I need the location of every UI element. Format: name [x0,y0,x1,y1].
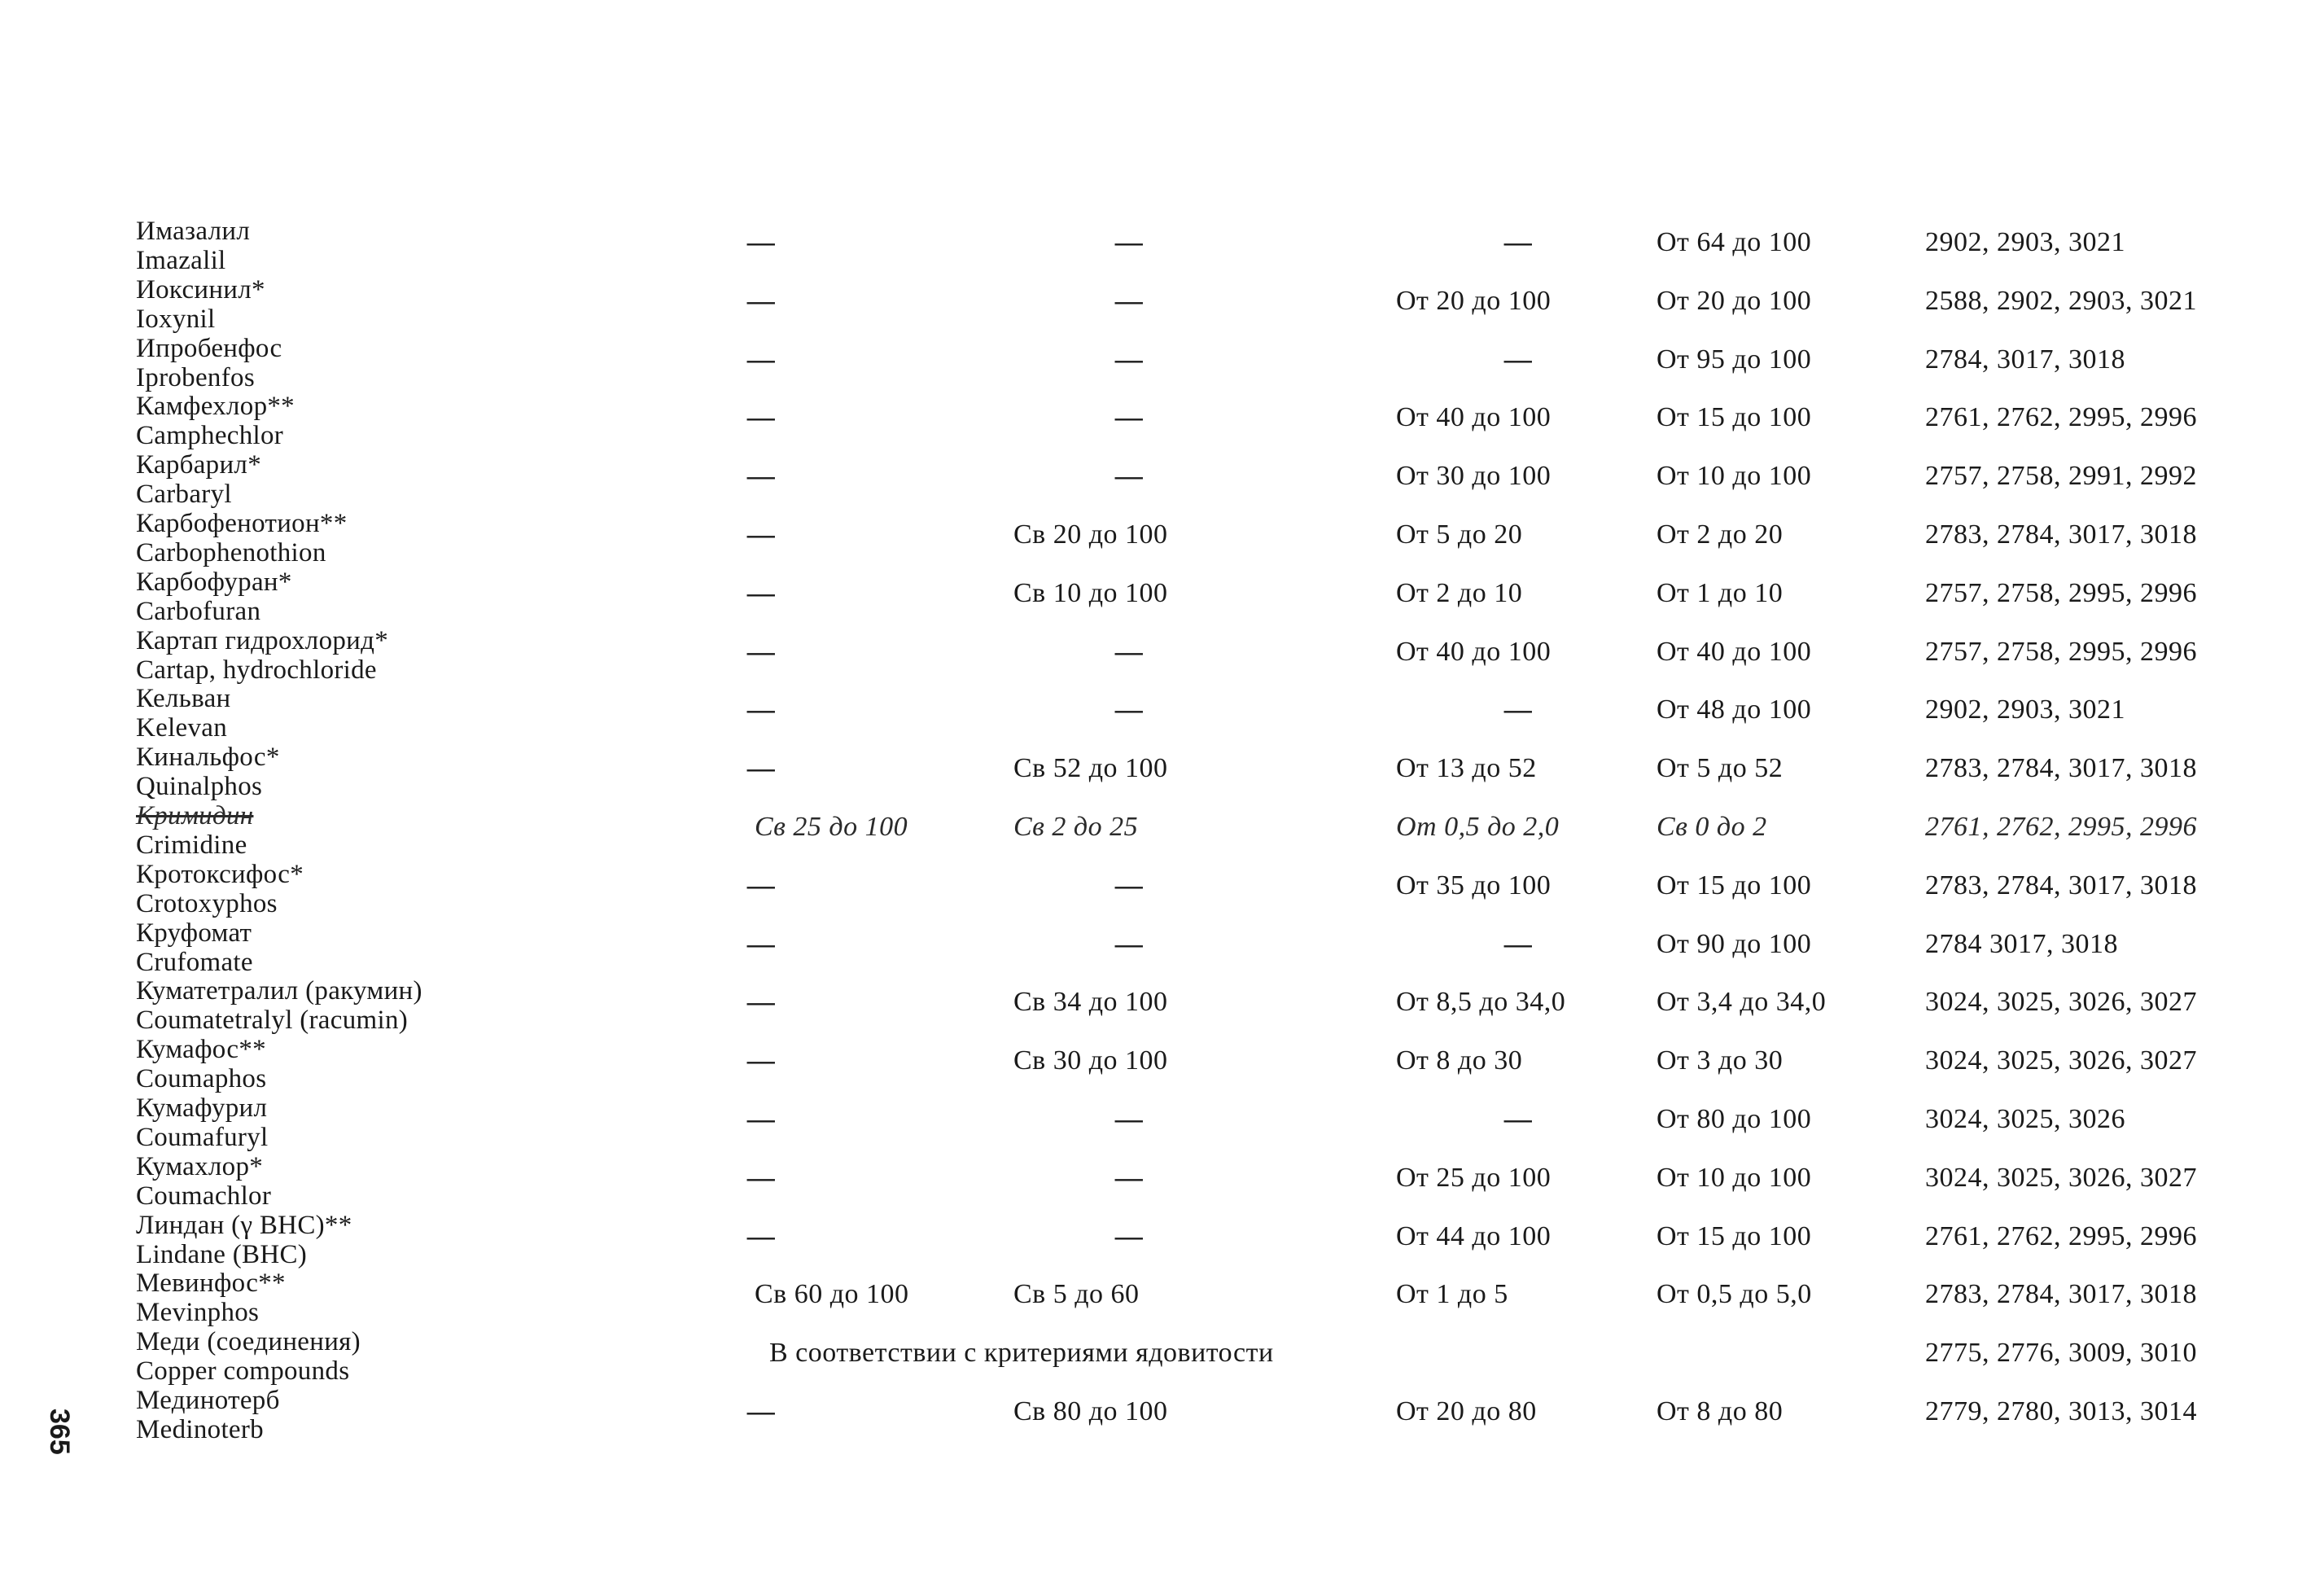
cell-c2: — [1114,461,1144,492]
cell-c3: От 20 до 100 [1396,285,1552,316]
substance-name-en: Coumatetralyl (racumin) [136,1006,409,1036]
substance-name [136,1327,361,1386]
table-row [126,1386,2210,1444]
substance-name [136,1093,268,1152]
cell-c2: Св 20 до 100 [1013,519,1168,550]
table-row [126,450,2210,509]
cell-c2: — [1114,1220,1144,1251]
substance-name [136,684,230,743]
substance-name-ru: Имазалил [136,217,251,246]
cell-c4: От 10 до 100 [1657,461,1812,492]
cell-c1: — [746,1162,776,1193]
cell-c3: От 25 до 100 [1396,1162,1552,1193]
cell-c4: От 10 до 100 [1657,1162,1812,1193]
substance-name [136,801,253,860]
substance-name-ru: Кумафос** [136,1035,266,1065]
table-row [126,976,2210,1035]
cell-c3: От 30 до 100 [1396,461,1552,492]
cell-c2: Св 80 до 100 [1013,1396,1168,1426]
cell-c3: От 44 до 100 [1396,1220,1552,1251]
table-row [126,1211,2210,1269]
cell-c1: Св 60 до 100 [755,1279,909,1310]
table-row [126,392,2210,450]
cell-c2: Св 2 до 25 [1013,811,1139,842]
cell-c3: — [1503,928,1533,959]
substance-name-en: Camphechlor [136,421,284,451]
substance-name [136,860,304,918]
substance-name [136,334,282,392]
table-row [126,334,2210,392]
substance-name-en: Quinalphos [136,772,263,802]
cell-c4: От 15 до 100 [1657,1220,1812,1251]
substance-name-ru: Картап гидрохлорид* [136,625,389,655]
cell-c3: От 13 до 52 [1396,753,1537,784]
cell-c2: Св 52 до 100 [1013,753,1168,784]
cell-c3: От 20 до 80 [1396,1396,1537,1426]
substance-name [136,1386,280,1444]
cell-c1: — [746,1396,776,1426]
cell-c1: — [746,577,776,608]
cell-c1: — [746,1103,776,1134]
substance-name-ru: Куматетралил (ракумин) [136,976,422,1006]
substance-name [136,976,422,1035]
cell-c3: От 35 до 100 [1396,870,1552,900]
substance-name-ru: Меди (соединения) [136,1327,361,1357]
cell-c4: От 15 до 100 [1657,870,1812,900]
substance-name-en: Ioxynil [136,304,216,334]
cell-c2: — [1114,870,1144,900]
cell-c2: — [1114,928,1144,959]
cell-c3: — [1503,344,1533,375]
cell-c4: От 3 до 30 [1657,1045,1783,1076]
substance-name [136,275,265,334]
table-row [126,1152,2210,1211]
substance-name-en: Lindane (BHC) [136,1239,308,1269]
criteria-note: В соответствии с критериями ядовитости [769,1338,1274,1369]
cell-references: 2902, 2903, 3021 [1925,227,2125,257]
cell-c3: От 8 до 30 [1396,1045,1523,1076]
cell-c4: От 40 до 100 [1657,636,1812,667]
substance-name [136,743,280,801]
substance-name-ru: Кумахлор* [136,1151,264,1181]
cell-references: 2784 3017, 3018 [1925,928,2118,959]
substance-name-ru: Кримидин [136,800,254,830]
cell-c2: Св 5 до 60 [1013,1279,1140,1310]
cell-c4: От 3,4 до 34,0 [1657,987,1827,1018]
cell-references: 2902, 2903, 3021 [1925,694,2125,725]
table-row [126,1268,2210,1327]
cell-c1: — [746,694,776,725]
cell-references: 2761, 2762, 2995, 2996 [1925,811,2197,842]
substance-name-en: Coumafuryl [136,1122,269,1152]
substance-name [136,217,250,275]
substance-name [136,392,295,450]
cell-references: 2757, 2758, 2995, 2996 [1925,577,2197,608]
cell-c1: — [746,1220,776,1251]
cell-c2: — [1114,636,1144,667]
substance-name-en: Cartap, hydrochloride [136,655,377,685]
substance-name [136,567,292,626]
substance-name-en: Carbofuran [136,596,261,626]
cell-c3: От 5 до 20 [1396,519,1523,550]
table-row [126,509,2210,567]
cell-c3: — [1503,227,1533,257]
cell-c1: — [746,402,776,433]
substance-name-ru: Мединотерб [136,1385,280,1415]
cell-c3: — [1503,1103,1533,1134]
page-number: 365 [44,1409,75,1455]
cell-references: 2784, 3017, 3018 [1925,344,2125,375]
table-row [126,1093,2210,1152]
substance-name [136,1035,266,1093]
cell-c1: Св 25 до 100 [755,811,908,842]
substance-name-ru: Камфехлор** [136,392,295,422]
cell-c1: — [746,285,776,316]
cell-c2: — [1114,1103,1144,1134]
cell-c1: — [746,753,776,784]
substance-name [136,1152,271,1211]
substance-name-ru: Линдан (γ BHC)** [136,1210,352,1240]
cell-c2: — [1114,285,1144,316]
substance-name [136,626,388,685]
cell-c4: От 1 до 10 [1657,577,1783,608]
cell-c4: От 90 до 100 [1657,928,1812,959]
cell-references: 3024, 3025, 3026, 3027 [1925,987,2197,1018]
cell-c2: Св 30 до 100 [1013,1045,1168,1076]
cell-c2: — [1114,344,1144,375]
table-row [126,743,2210,801]
substance-name-en: Kelevan [136,713,228,743]
cell-references: 2761, 2762, 2995, 2996 [1925,402,2197,433]
cell-references: 3024, 3025, 3026, 3027 [1925,1162,2197,1193]
cell-references: 3024, 3025, 3026 [1925,1103,2125,1134]
table-row [126,567,2210,626]
substance-name-en: Carbophenothion [136,537,326,567]
substance-name-ru: Ипробенфос [136,333,282,363]
cell-c2: — [1114,1162,1144,1193]
substance-name-en: Iprobenfos [136,362,255,392]
cell-c4: От 95 до 100 [1657,344,1812,375]
cell-c4: От 8 до 80 [1657,1396,1783,1426]
substance-name [136,1211,352,1269]
cell-c3: — [1503,694,1533,725]
substance-name-en: Mevinphos [136,1298,260,1328]
cell-c1: — [746,227,776,257]
substance-name-en: Crotoxyphos [136,888,278,918]
substance-name-ru: Кельван [136,684,231,714]
table-row [126,1327,2210,1386]
cell-c4: От 2 до 20 [1657,519,1783,550]
substance-name-en: Crufomate [136,947,253,977]
cell-c3: От 0,5 до 2,0 [1396,811,1560,842]
substance-name-ru: Кротоксифос* [136,859,304,889]
cell-c1: — [746,636,776,667]
cell-c3: От 1 до 5 [1396,1279,1508,1310]
substance-name-ru: Мевинфос** [136,1268,286,1299]
cell-references: 2779, 2780, 3013, 3014 [1925,1396,2197,1426]
table-row [126,275,2210,334]
cell-c1: — [746,870,776,900]
cell-references: 2757, 2758, 2991, 2992 [1925,461,2197,492]
cell-c3: От 2 до 10 [1396,577,1523,608]
cell-c2: — [1114,402,1144,433]
substance-name [136,450,261,509]
table-row [126,217,2210,275]
cell-c2: — [1114,227,1144,257]
cell-references: 2775, 2776, 3009, 3010 [1925,1338,2197,1369]
substance-name-en: Coumachlor [136,1181,272,1211]
substance-name-en: Carbaryl [136,480,232,510]
cell-c4: От 48 до 100 [1657,694,1812,725]
substance-name [136,1268,286,1327]
cell-references: 2783, 2784, 3017, 3018 [1925,753,2197,784]
table-row [126,626,2210,685]
cell-c1: — [746,1045,776,1076]
cell-references: 2783, 2784, 3017, 3018 [1925,519,2197,550]
cell-c1: — [746,461,776,492]
substance-name-ru: Кумафурил [136,1093,268,1123]
substance-name-ru: Кинальфос* [136,743,280,773]
substance-name-ru: Карбофенотион** [136,508,348,538]
cell-c2: Св 10 до 100 [1013,577,1168,608]
cell-references: 3024, 3025, 3026, 3027 [1925,1045,2197,1076]
cell-c4: От 0,5 до 5,0 [1657,1279,1812,1310]
substance-name-ru: Карбофуран* [136,567,292,597]
pesticide-table [126,217,2210,1444]
substance-name-en: Crimidine [136,830,247,860]
cell-references: 2783, 2784, 3017, 3018 [1925,870,2197,900]
cell-references: 2783, 2784, 3017, 3018 [1925,1279,2197,1310]
table-row [126,860,2210,918]
cell-c4: От 80 до 100 [1657,1103,1812,1134]
table-row [126,1035,2210,1093]
cell-c1: — [746,519,776,550]
substance-name-en: Medinoterb [136,1414,264,1444]
cell-references: 2757, 2758, 2995, 2996 [1925,636,2197,667]
table-row [126,918,2210,977]
substance-name-ru: Иоксинил* [136,274,265,305]
table-row [126,684,2210,743]
cell-c4: От 20 до 100 [1657,285,1812,316]
substance-name-en: Coumaphos [136,1064,267,1094]
cell-c4: От 15 до 100 [1657,402,1812,433]
table-row [126,801,2210,860]
cell-c2: Св 34 до 100 [1013,987,1168,1018]
substance-name-ru: Карбарил* [136,450,261,480]
cell-c2: — [1114,694,1144,725]
substance-name [136,509,348,567]
cell-c1: — [746,987,776,1018]
cell-c3: От 8,5 до 34,0 [1396,987,1566,1018]
cell-c3: От 40 до 100 [1396,402,1552,433]
substance-name-ru: Круфомат [136,918,252,948]
cell-references: 2761, 2762, 2995, 2996 [1925,1220,2197,1251]
substance-name-en: Copper compounds [136,1356,350,1387]
cell-c1: — [746,344,776,375]
cell-c4: От 64 до 100 [1657,227,1812,257]
cell-references: 2588, 2902, 2903, 3021 [1925,285,2197,316]
cell-c4: Св 0 до 2 [1657,811,1767,842]
cell-c1: — [746,928,776,959]
cell-c4: От 5 до 52 [1657,753,1783,784]
cell-c3: От 40 до 100 [1396,636,1552,667]
substance-name-en: Imazalil [136,246,226,275]
substance-name [136,918,253,977]
